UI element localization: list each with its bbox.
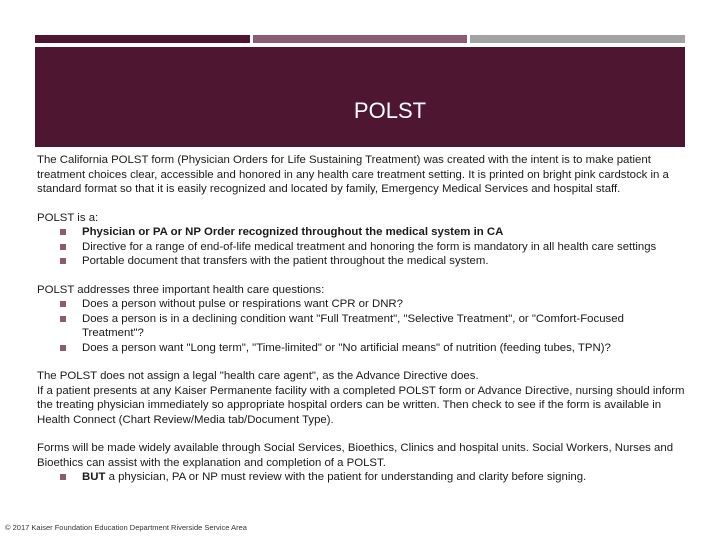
square-bullet-icon [60, 316, 66, 322]
list-item: BUT a physician, PA or NP must review with the patient for understanding and clarity before signing. [37, 470, 685, 485]
square-bullet-icon [60, 258, 66, 264]
square-bullet-icon [60, 229, 66, 235]
intro-paragraph: The California POLST form (Physician Orders for Life Sustaining Treatment) was created with the intent is to make patient treatment choices clear, accessible and honored in any health care treatment setting. It is printed on bright pink cardstock in a standard format so that it is easily recognized and located by family, Emergency Medical Services and hospital staff. [37, 154, 669, 195]
list-item: Directive for a range of end-of-life medical treatment and honoring the form is mandatory in all health care settings [37, 240, 685, 255]
list-item: Does a person want "Long term", "Time-limited" or "No artificial means" of nutrition (feeding tubes, TPN)? [37, 341, 685, 356]
is-a-list [37, 225, 685, 269]
list-item: Does a person without pulse or respirations want CPR or DNR? [37, 297, 685, 312]
slide-body [37, 153, 685, 485]
questions-heading: POLST addresses three important health care questions: [37, 283, 325, 296]
accent-bar-right [470, 35, 685, 43]
square-bullet-icon [60, 345, 66, 351]
is-a-heading: POLST is a: [37, 211, 99, 224]
kaiser-note: If a patient presents at any Kaiser Permanente facility with a completed POLST form or Advance Directive, nursing should inform the treating physician immediately so appropriate hospital orders can be written. Then check to see if the form is available in Health Connect (Chart Review/Media tab/Document Type). [37, 384, 685, 426]
list-item: Portable document that transfers with the patient throughout the medical system. [37, 254, 685, 269]
questions-list [37, 297, 685, 355]
list-item: Physician or PA or NP Order recognized throughout the medical system in CA [37, 225, 685, 240]
square-bullet-icon [60, 474, 66, 480]
accent-bar-left [35, 35, 250, 43]
square-bullet-icon [60, 301, 66, 307]
copyright-footer: © 2017 Kaiser Foundation Education Department Riverside Service Area [5, 523, 247, 532]
list-item: Does a person is in a declining condition want "Full Treatment", "Selective Treatment", or "Comfort-Focused Treatment"? [37, 312, 685, 341]
title-banner [35, 47, 685, 147]
slide-title: POLST [353, 98, 427, 123]
final-list [37, 470, 685, 485]
legal-note: The POLST does not assign a legal "health care agent", as the Advance Directive does. [37, 370, 479, 382]
accent-bar-middle [253, 35, 467, 43]
availability-paragraph: Forms will be made widely available through Social Services, Bioethics, Clinics and hospital units. Social Workers, Nurses and Bioethics can assist with the explanation and completion of a POLST. [37, 442, 674, 469]
square-bullet-icon [60, 244, 66, 250]
